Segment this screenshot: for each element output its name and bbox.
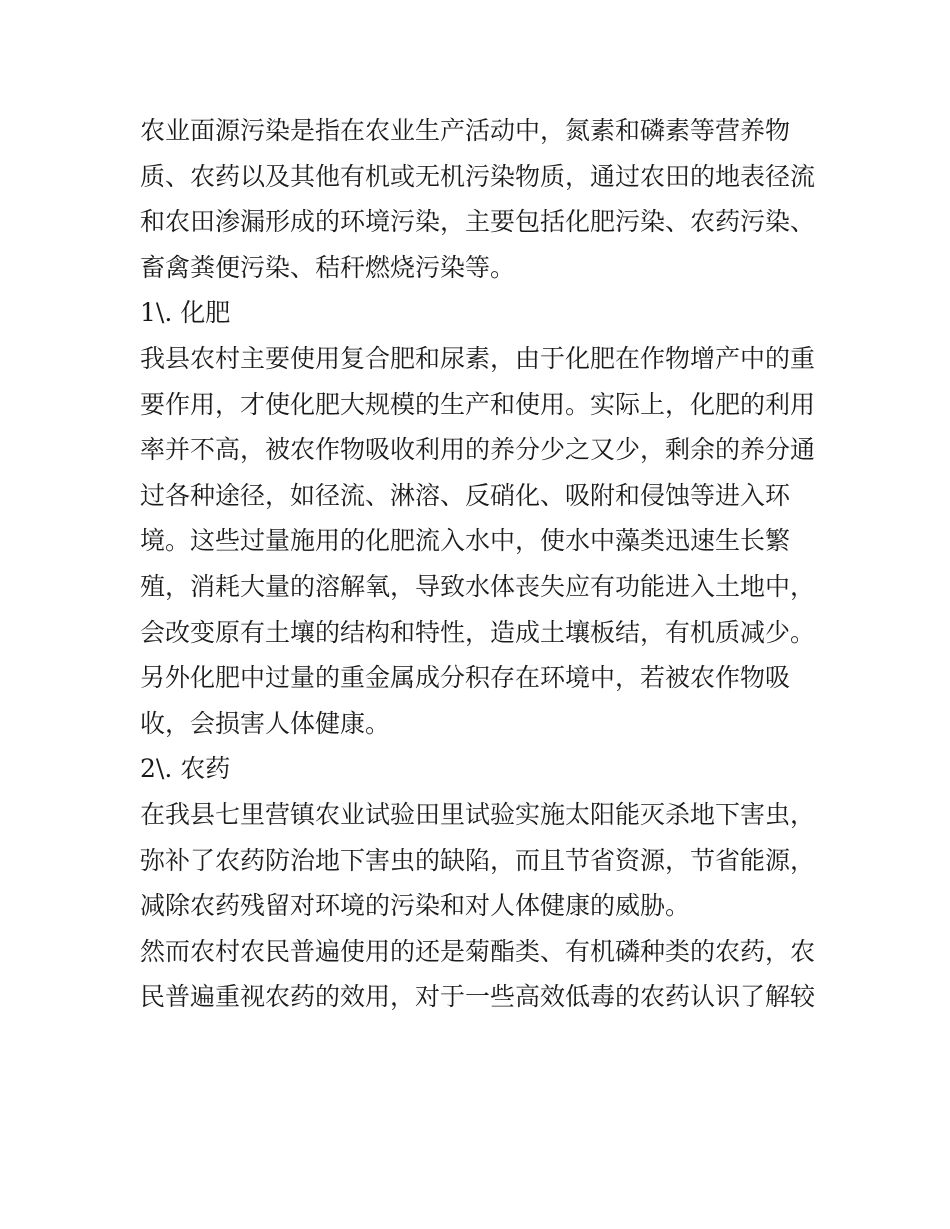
text-line: 会改变原有土壤的结构和特性，造成土壤板结，有机质减少。 <box>140 617 816 647</box>
section-heading-fertilizer: 1\. 化肥 <box>140 298 231 328</box>
text-line: 率并不高，被农作物吸收利用的养分少之又少，剩余的养分通 <box>140 435 816 465</box>
text-line: 收，会损害人体健康。 <box>140 708 391 738</box>
text-line: 畜禽粪便污染、秸秆燃烧污染等。 <box>140 252 516 282</box>
document-page <box>140 108 820 1020</box>
pesticide-paragraph-1 <box>140 792 820 929</box>
text-line: 弥补了农药防治地下害虫的缺陷，而且节省资源，节省能源， <box>140 845 816 875</box>
text-line: 另外化肥中过量的重金属成分积存在环境中，若被农作物吸 <box>140 663 791 693</box>
text-line: 质、农药以及其他有机或无机污染物质，通过农田的地表径流 <box>140 161 816 191</box>
intro-paragraph <box>140 108 820 290</box>
text-line: 在我县七里营镇农业试验田里试验实施太阳能灭杀地下害虫， <box>140 799 816 829</box>
section-heading-pesticide: 2\. 农药 <box>140 754 231 784</box>
text-line: 要作用，才使化肥大规模的生产和使用。实际上，化肥的利用 <box>140 389 816 419</box>
text-line: 农业面源污染是指在农业生产活动中，氮素和磷素等营养物 <box>140 116 791 145</box>
text-line: 境。这些过量施用的化肥流入水中，使水中藻类迅速生长繁 <box>140 526 791 556</box>
pesticide-paragraph-2 <box>140 929 820 1020</box>
text-line: 然而农村农民普遍使用的还是菊酯类、有机磷种类的农药，农 <box>140 936 816 966</box>
text-line: 和农田渗漏形成的环境污染，主要包括化肥污染、农药污染、 <box>140 207 816 237</box>
text-line: 我县农村主要使用复合肥和尿素，由于化肥在作物增产中的重 <box>140 343 816 373</box>
text-line: 过各种途径，如径流、淋溶、反硝化、吸附和侵蚀等进入环 <box>140 480 791 510</box>
text-line: 民普遍重视农药的效用，对于一些高效低毒的农药认识了解较 <box>140 982 816 1012</box>
fertilizer-paragraph <box>140 336 820 746</box>
text-line: 减除农药残留对环境的污染和对人体健康的威胁。 <box>140 891 691 921</box>
text-line: 殖，消耗大量的溶解氧，导致水体丧失应有功能进入土地中， <box>140 571 816 601</box>
